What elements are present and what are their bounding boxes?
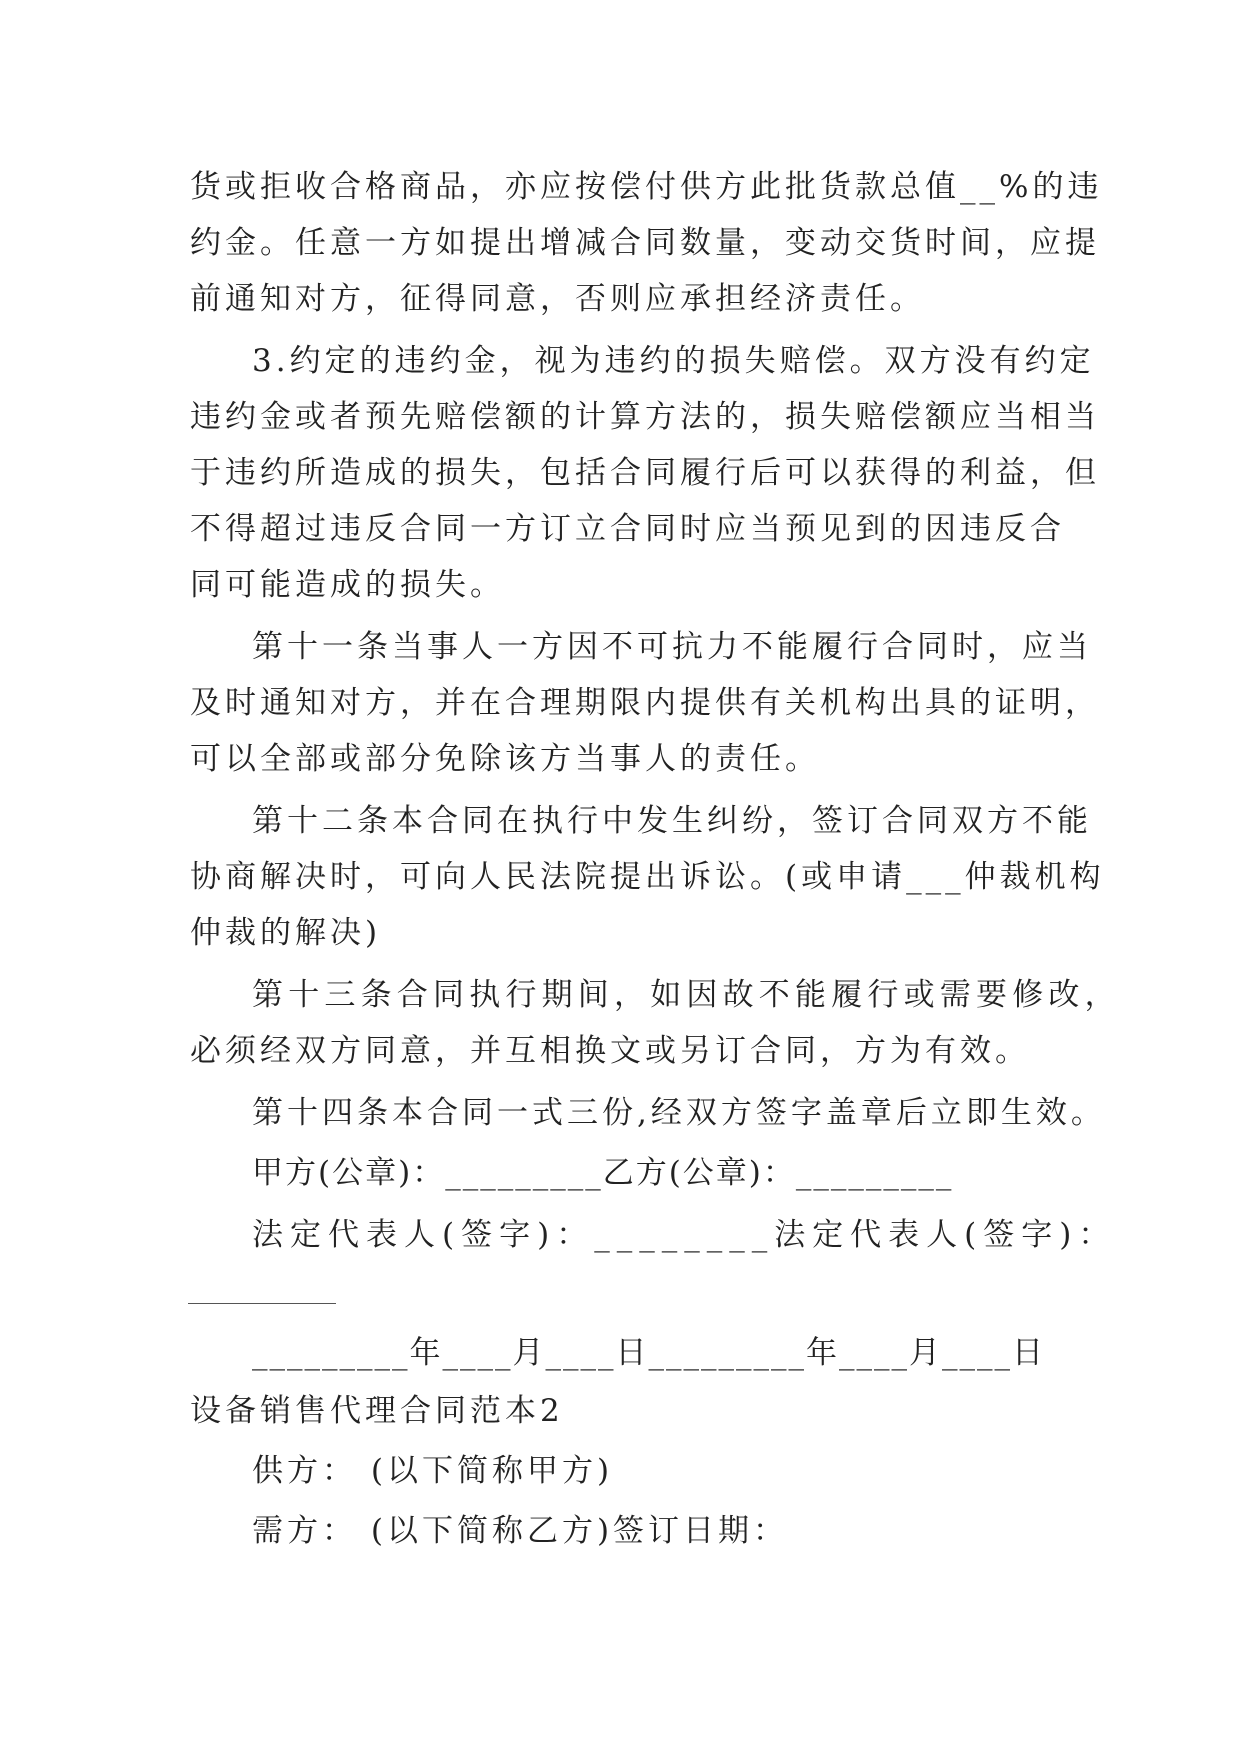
text-line: 仲裁的解决) bbox=[190, 915, 382, 951]
text-line: 于违约所造成的损失，包括合同履行后可以获得的利益，但 bbox=[190, 455, 1100, 491]
text-line: 约金。任意一方如提出增减合同数量，变动交货时间，应提 bbox=[190, 225, 1100, 261]
text-line: 第十一条当事人一方因不可抗力不能履行合同时，应当 bbox=[252, 629, 1092, 665]
text-line: 同可能造成的损失。 bbox=[190, 567, 505, 603]
signature-line-seal: 甲方(公章)：_________乙方(公章)：_________ bbox=[252, 1155, 954, 1191]
text-line: 第十四条本合同一式三份,经双方签字盖章后立即生效。 bbox=[252, 1095, 1106, 1131]
text-line: 不得超过违反合同一方订立合同时应当预见到的因违反合 bbox=[190, 511, 1065, 547]
text-line: 第十三条合同执行期间，如因故不能履行或需要修改， bbox=[252, 977, 1121, 1013]
text-line: 第十二条本合同在执行中发生纠纷，签订合同双方不能 bbox=[252, 803, 1092, 839]
text-line: 及时通知对方，并在合理期限内提供有关机构出具的证明， bbox=[190, 685, 1100, 721]
text-line: 前通知对方，征得同意，否则应承担经济责任。 bbox=[190, 281, 925, 317]
text-line: 可以全部或部分免除该方当事人的责任。 bbox=[190, 741, 820, 777]
text-line: 协商解决时，可向人民法院提出诉讼。(或申请___仲裁机构 bbox=[190, 859, 1105, 895]
text-line: 货或拒收合格商品，亦应按偿付供方此批货款总值__%的违 bbox=[190, 169, 1103, 205]
blank-underline bbox=[188, 1303, 336, 1304]
text-line: 必须经双方同意，并互相换文或另订合同，方为有效。 bbox=[190, 1033, 1030, 1069]
date-line: _________年____月____日_________年____月____日 bbox=[252, 1335, 1045, 1371]
text-line: 违约金或者预先赔偿额的计算方法的，损失赔偿额应当相当 bbox=[190, 399, 1100, 435]
text-line: 3.约定的违约金，视为违约的损失赔偿。双方没有约定 bbox=[252, 343, 1095, 379]
buyer-line: 需方： (以下简称乙方)签订日期： bbox=[252, 1513, 789, 1549]
section-title: 设备销售代理合同范本2 bbox=[190, 1393, 564, 1429]
supplier-line: 供方： (以下简称甲方) bbox=[252, 1453, 614, 1489]
signature-line-representative: 法定代表人(签字)：________法定代表人(签字)： bbox=[252, 1217, 1117, 1253]
